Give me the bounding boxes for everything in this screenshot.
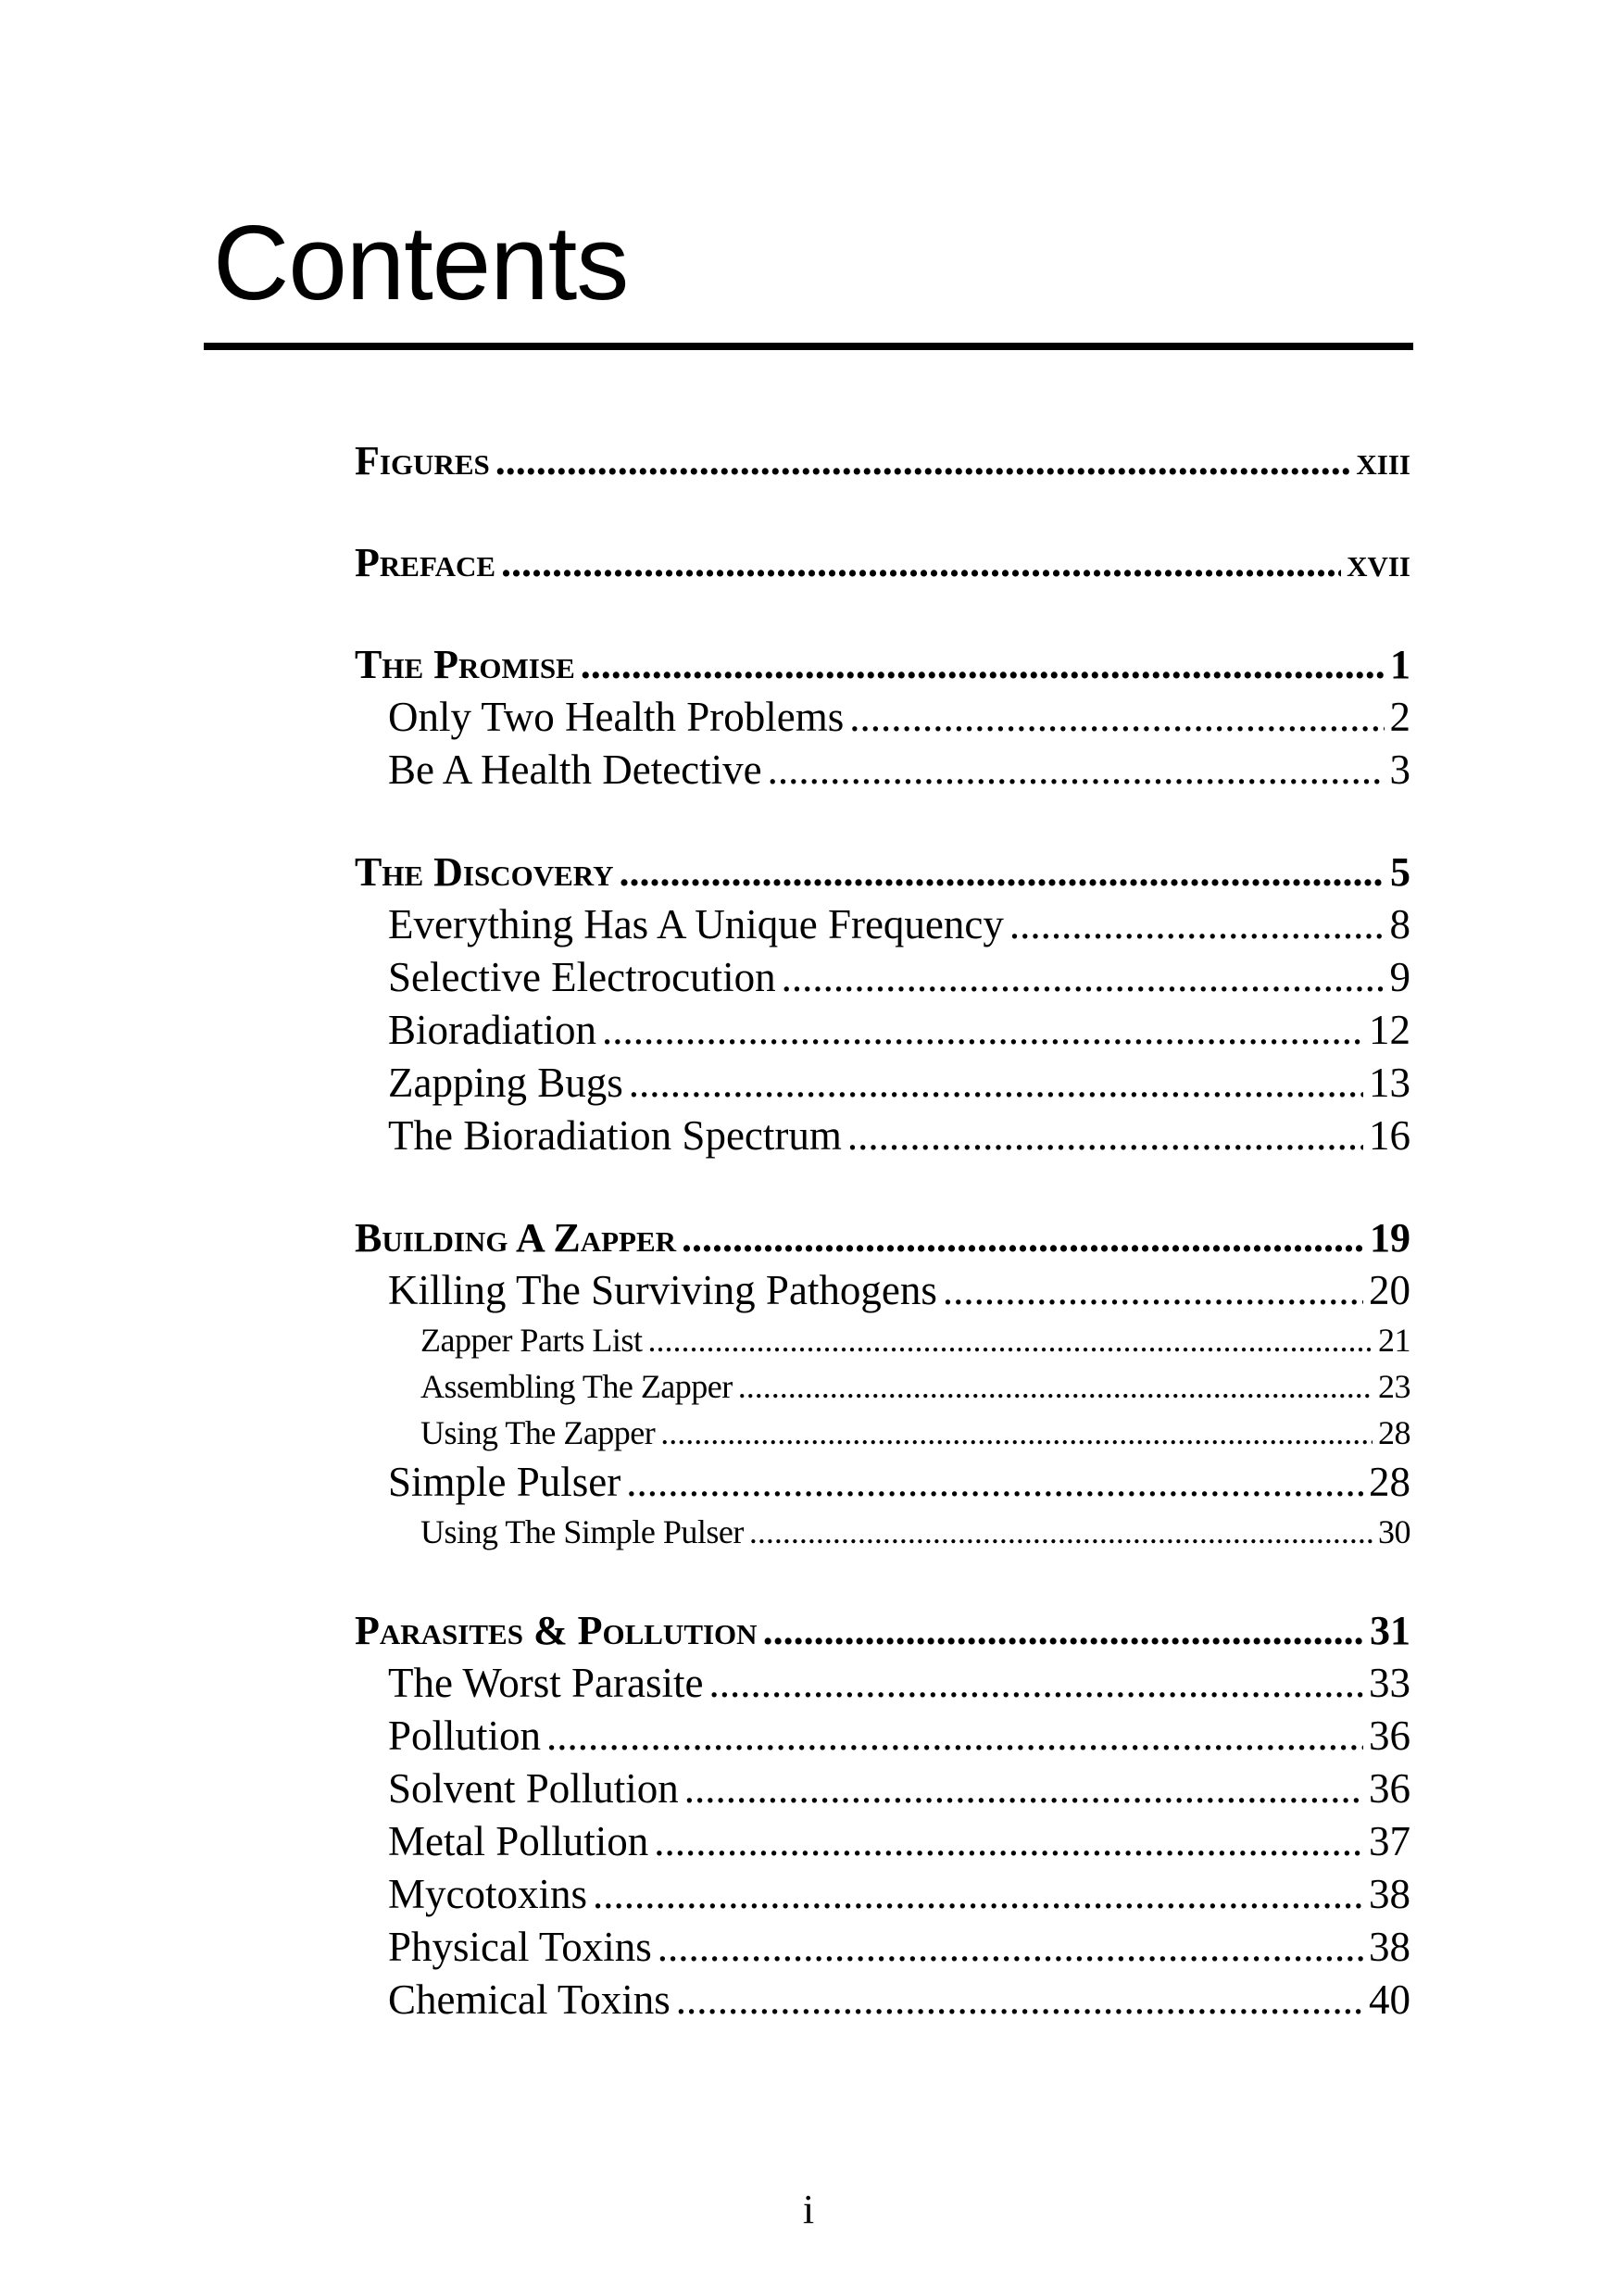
toc-subsection-entry[interactable] [355, 1004, 1410, 1057]
toc-subsection-entry[interactable] [355, 1710, 1410, 1763]
toc-entry-label: The Discovery [355, 849, 614, 895]
toc-section-entry[interactable] [355, 1212, 1410, 1264]
toc-entry-page: 5 [1390, 849, 1410, 895]
dot-leader [495, 435, 1351, 487]
toc-entry-label: Be A Health Detective [388, 747, 762, 793]
toc-subsection-entry[interactable] [355, 1974, 1410, 2026]
toc-entry-label: Figures [355, 438, 490, 483]
toc-entry-label: The Worst Parasite [388, 1660, 704, 1706]
toc-entry-page: 36 [1369, 1713, 1410, 1759]
toc-section-entry[interactable] [355, 537, 1410, 589]
toc-entry-page: 38 [1369, 1871, 1410, 1917]
toc-subsubsection-entry[interactable] [355, 1509, 1410, 1555]
toc-entry-label: Bioradiation [388, 1007, 596, 1053]
toc-subsection-entry[interactable] [355, 691, 1410, 744]
toc-entry-page: 28 [1369, 1459, 1410, 1505]
toc-entry-page: 23 [1378, 1368, 1410, 1405]
dot-leader [676, 1974, 1363, 2026]
dot-leader [501, 537, 1341, 589]
toc-entry-page: 20 [1369, 1267, 1410, 1313]
toc-entry-label: Using The Zapper [420, 1414, 656, 1451]
dot-leader [849, 691, 1384, 744]
toc-section-entry[interactable] [355, 639, 1410, 691]
toc-entry-page: 28 [1378, 1414, 1410, 1451]
toc-entry-page: 33 [1369, 1660, 1410, 1706]
toc-entry-label: Zapper Parts List [420, 1322, 643, 1359]
page-title: Contents [213, 205, 629, 322]
toc-entry-page: 9 [1389, 954, 1410, 1000]
dot-leader [626, 1456, 1363, 1509]
page-number: i [802, 2187, 815, 2232]
dot-leader [782, 951, 1385, 1004]
toc-entry-page: 16 [1369, 1112, 1410, 1159]
toc-subsubsection-entry[interactable] [355, 1317, 1410, 1363]
toc-subsection-entry[interactable] [355, 1921, 1410, 1974]
dot-leader [647, 1317, 1373, 1363]
toc-entry-page: 36 [1369, 1765, 1410, 1812]
toc-entry-page: 30 [1378, 1513, 1410, 1550]
toc-entry-label: Physical Toxins [388, 1924, 652, 1970]
dot-leader [629, 1057, 1363, 1110]
dot-leader [658, 1921, 1363, 1974]
toc-entry-label: Mycotoxins [388, 1871, 588, 1917]
toc-subsection-entry[interactable] [355, 1868, 1410, 1921]
toc-entry-page: 31 [1370, 1608, 1410, 1653]
toc-entry-page: 38 [1369, 1924, 1410, 1970]
toc-entry-label: Solvent Pollution [388, 1765, 679, 1812]
toc-subsubsection-entry[interactable] [355, 1410, 1410, 1456]
toc-entry-label: Preface [355, 540, 496, 585]
toc-entry-label: Only Two Health Problems [388, 694, 845, 740]
dot-leader [1009, 898, 1385, 951]
toc-entry-label: Parasites & Pollution [355, 1608, 758, 1653]
dot-leader [619, 847, 1385, 898]
toc-entry-page: 2 [1389, 694, 1410, 740]
dot-leader [847, 1110, 1363, 1162]
dot-leader [602, 1004, 1363, 1057]
toc-entry-label: Selective Electrocution [388, 954, 776, 1000]
toc-entry-page: 13 [1369, 1060, 1410, 1106]
toc-entry-label: Everything Has A Unique Frequency [388, 901, 1004, 947]
toc-entry-label: The Promise [355, 642, 575, 687]
toc-entry-page: 37 [1369, 1818, 1410, 1864]
dot-leader [738, 1363, 1373, 1410]
dot-leader [593, 1868, 1363, 1921]
toc-entry-label: Killing The Surviving Pathogens [388, 1267, 937, 1313]
toc-subsection-entry[interactable] [355, 1657, 1410, 1710]
toc-entry-label: Zapping Bugs [388, 1060, 623, 1106]
toc-entry-label: Assembling The Zapper [420, 1368, 733, 1405]
toc-section-entry[interactable] [355, 1605, 1410, 1657]
toc-entry-label: Metal Pollution [388, 1818, 649, 1864]
toc-subsection-entry[interactable] [355, 1057, 1410, 1110]
toc-subsection-entry[interactable] [355, 1264, 1410, 1317]
toc-subsubsection-entry[interactable] [355, 1363, 1410, 1410]
toc-subsection-entry[interactable] [355, 1815, 1410, 1868]
dot-leader [684, 1763, 1363, 1815]
toc-entry-page: 8 [1389, 901, 1410, 947]
dot-leader [708, 1657, 1363, 1710]
dot-leader [654, 1815, 1363, 1868]
dot-leader [682, 1212, 1364, 1264]
toc-subsection-entry[interactable] [355, 1763, 1410, 1815]
dot-leader [546, 1710, 1363, 1763]
toc-entry-label: Building A Zapper [355, 1215, 677, 1261]
title-rule [204, 343, 1413, 350]
toc-subsection-entry[interactable] [355, 1110, 1410, 1162]
toc-subsection-entry[interactable] [355, 1456, 1410, 1509]
toc-section-entry[interactable] [355, 435, 1410, 487]
dot-leader [763, 1605, 1364, 1657]
toc-section-entry[interactable] [355, 847, 1410, 898]
table-of-contents [355, 435, 1410, 2026]
toc-entry-label: Chemical Toxins [388, 1976, 671, 2023]
toc-entry-page: 3 [1389, 747, 1410, 793]
toc-entry-page: xvii [1347, 540, 1410, 585]
toc-entry-page: 12 [1369, 1007, 1410, 1053]
dot-leader [749, 1509, 1373, 1555]
toc-entry-label: Pollution [388, 1713, 542, 1759]
toc-subsection-entry[interactable] [355, 744, 1410, 797]
dot-leader [943, 1264, 1363, 1317]
toc-entry-page: 21 [1378, 1322, 1410, 1359]
toc-entry-page: 40 [1369, 1976, 1410, 2023]
toc-entry-label: Simple Pulser [388, 1459, 621, 1505]
dot-leader [660, 1410, 1373, 1456]
toc-subsection-entry[interactable] [355, 951, 1410, 1004]
toc-subsection-entry[interactable] [355, 898, 1410, 951]
toc-entry-page: 19 [1370, 1215, 1410, 1261]
dot-leader [768, 744, 1385, 797]
toc-entry-page: 1 [1390, 642, 1410, 687]
dot-leader [581, 639, 1385, 691]
toc-entry-label: Using The Simple Pulser [420, 1513, 744, 1550]
toc-entry-page: xiii [1356, 438, 1410, 483]
toc-entry-label: The Bioradiation Spectrum [388, 1112, 842, 1159]
